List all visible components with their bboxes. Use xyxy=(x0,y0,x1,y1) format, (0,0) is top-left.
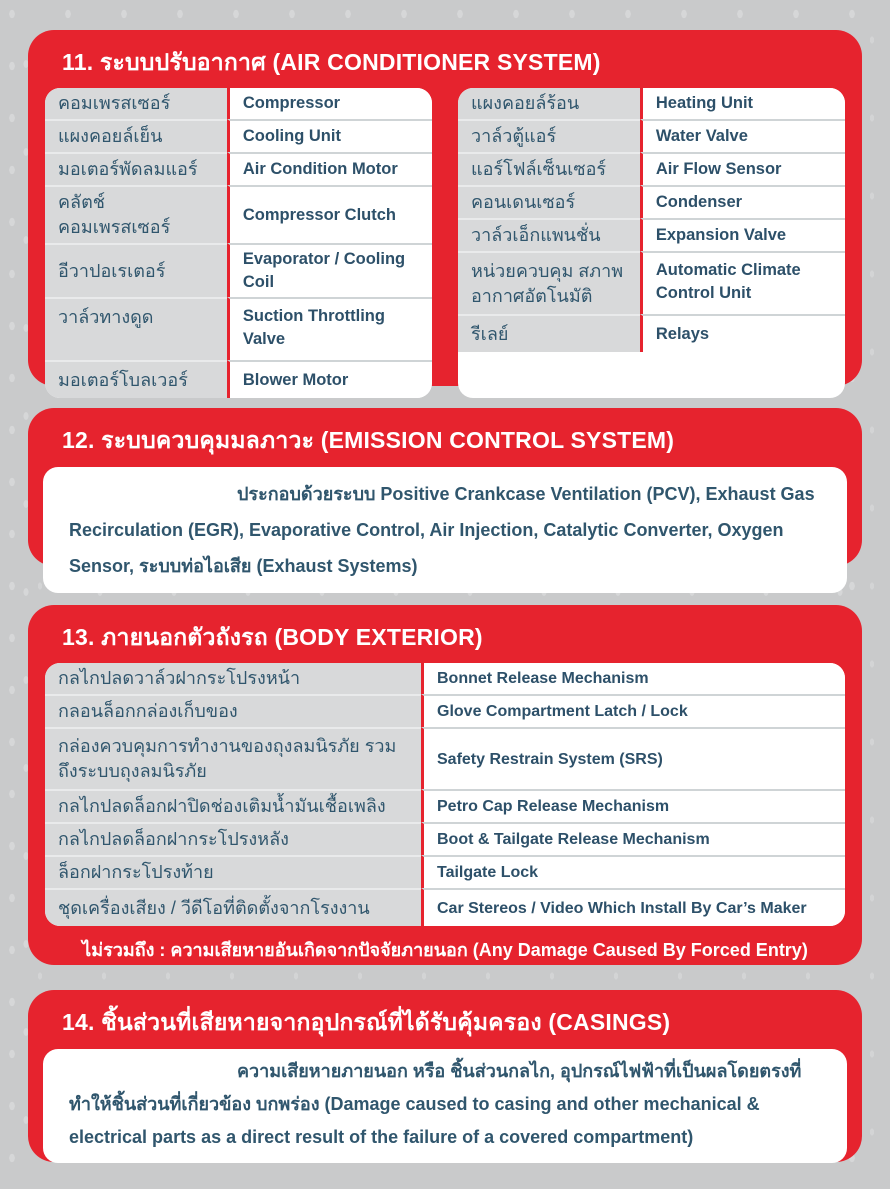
thai-term-cell: หน่วยควบคุม สภาพอากาศอัตโนมัติ xyxy=(458,251,640,314)
thai-term-cell: ชุดเครื่องเสียง / วีดีโอที่ติดตั้งจากโรงงาน xyxy=(45,888,421,926)
table-row xyxy=(458,185,845,218)
english-term-cell: Automatic Climate Control Unit xyxy=(640,251,845,314)
english-term-cell: Relays xyxy=(640,314,845,352)
table-row xyxy=(45,888,845,926)
english-term-cell: Car Stereos / Video Which Install By Car’s Maker xyxy=(421,888,845,926)
table-row xyxy=(45,727,845,789)
english-term-cell: Boot & Tailgate Release Mechanism xyxy=(421,822,845,855)
thai-term-cell: กล่องควบคุมการทำงานของถุงลมนิรภัย รวมถึงระบบถุงลมนิรภัย xyxy=(45,727,421,789)
ac-parts-table-left xyxy=(45,88,432,398)
thai-term-cell: มอเตอร์โบลเวอร์ xyxy=(45,360,227,398)
table-row xyxy=(45,822,845,855)
english-term-cell: Glove Compartment Latch / Lock xyxy=(421,694,845,727)
section-body-exterior xyxy=(28,605,862,965)
table-row xyxy=(45,243,432,297)
exclusion-note: ไม่รวมถึง : ความเสียหายอันเกิดจากปัจจัยภายนอก (Any Damage Caused By Forced Entry) xyxy=(82,940,808,960)
table-row xyxy=(458,251,845,314)
ac-tables-row xyxy=(45,88,845,398)
english-term-cell: Condenser xyxy=(640,185,845,218)
table-row xyxy=(45,694,845,727)
section-title: 11. ระบบปรับอากาศ (AIR CONDITIONER SYSTEM) xyxy=(62,49,601,75)
thai-term-cell: ล็อกฝากระโปรงท้าย xyxy=(45,855,421,888)
table-row xyxy=(45,360,432,398)
english-term-cell: Safety Restrain System (SRS) xyxy=(421,727,845,789)
thai-term-cell: คอมเพรสเซอร์ xyxy=(45,88,227,119)
thai-term-cell: กลไกปลดล็อกฝาปิดช่องเติมน้ำมันเชื้อเพลิง xyxy=(45,789,421,822)
thai-term-cell: วาล์วตู้แอร์ xyxy=(458,119,640,152)
section-title: 13. ภายนอกตัวถังรถ (BODY EXTERIOR) xyxy=(62,624,483,650)
thai-term-cell: แอร์โฟล์เซ็นเซอร์ xyxy=(458,152,640,185)
english-term-cell: Blower Motor xyxy=(227,360,432,398)
description-box xyxy=(43,467,847,593)
table-row xyxy=(45,789,845,822)
english-term-cell: Air Condition Motor xyxy=(227,152,432,185)
table-row xyxy=(45,88,432,119)
english-term-cell: Bonnet Release Mechanism xyxy=(421,663,845,694)
body-exterior-table xyxy=(45,663,845,926)
english-term-cell: Petro Cap Release Mechanism xyxy=(421,789,845,822)
english-term-cell: Cooling Unit xyxy=(227,119,432,152)
table-row xyxy=(45,855,845,888)
table-row xyxy=(45,297,432,360)
english-term-cell: Suction Throttling Valve xyxy=(227,297,432,360)
english-term-cell: Compressor Clutch xyxy=(227,185,432,243)
section-air-conditioner-system xyxy=(28,30,862,390)
table-row xyxy=(458,152,845,185)
english-term-cell: Evaporator / Cooling Coil xyxy=(227,243,432,297)
thai-term-cell: อีวาปอเรเตอร์ xyxy=(45,243,227,297)
section-title: 12. ระบบควบคุมมลภาวะ (EMISSION CONTROL SYSTEM) xyxy=(62,427,675,453)
thai-term-cell: กลอนล็อกกล่องเก็บของ xyxy=(45,694,421,727)
table-row xyxy=(458,119,845,152)
english-term-cell: Heating Unit xyxy=(640,88,845,119)
description-text: ประกอบด้วยระบบ Positive Crankcase Ventilation (PCV), Exhaust Gas Recirculation (EGR), Evaporative Control, Air Injection, Catalytic Converter, Oxygen Sensor, ระบบท่อไอเสีย (Exhaust Systems) xyxy=(69,484,815,576)
thai-term-cell: กลไกปลดล็อกฝากระโปรงหลัง xyxy=(45,822,421,855)
table-row xyxy=(45,119,432,152)
table-row xyxy=(45,152,432,185)
english-term-cell: Tailgate Lock xyxy=(421,855,845,888)
thai-term-cell: วาล์วเอ็กแพนชั่น xyxy=(458,218,640,251)
table-row xyxy=(458,218,845,251)
thai-term-cell: แผงคอยล์ร้อน xyxy=(458,88,640,119)
section-title: 14. ชิ้นส่วนที่เสียหายจากอุปกรณ์ที่ได้รับคุ้มครอง (CASINGS) xyxy=(62,1009,671,1035)
section-emission-control-system xyxy=(28,408,862,576)
description-box xyxy=(43,1049,847,1163)
english-term-cell: Expansion Valve xyxy=(640,218,845,251)
section-casings xyxy=(28,990,862,1162)
english-term-cell: Air Flow Sensor xyxy=(640,152,845,185)
table-row xyxy=(458,88,845,119)
thai-term-cell: คลัตช์คอมเพรสเซอร์ xyxy=(45,185,227,243)
english-term-cell: Compressor xyxy=(227,88,432,119)
thai-term-cell: คอนเดนเซอร์ xyxy=(458,185,640,218)
table-row xyxy=(45,663,845,694)
thai-term-cell: รีเลย์ xyxy=(458,314,640,352)
thai-term-cell: มอเตอร์พัดลมแอร์ xyxy=(45,152,227,185)
thai-term-cell: กลไกปลดวาล์วฝากระโปรงหน้า xyxy=(45,663,421,694)
table-row xyxy=(458,314,845,352)
thai-term-cell: วาล์วทางดูด xyxy=(45,297,227,360)
thai-term-cell: แผงคอยล์เย็น xyxy=(45,119,227,152)
ac-parts-table-right xyxy=(458,88,845,398)
description-text: ความเสียหายภายนอก หรือ ชิ้นส่วนกลไก, อุปกรณ์ไฟฟ้าที่เป็นผลโดยตรงที่ทำให้ชิ้นส่วนที่เกี่ยวข้อง บกพร่อง (Damage caused to casing and other mechanical & electrical parts as a direct result of the failure of a covered compartment) xyxy=(69,1061,802,1147)
table-row xyxy=(45,185,432,243)
english-term-cell: Water Valve xyxy=(640,119,845,152)
